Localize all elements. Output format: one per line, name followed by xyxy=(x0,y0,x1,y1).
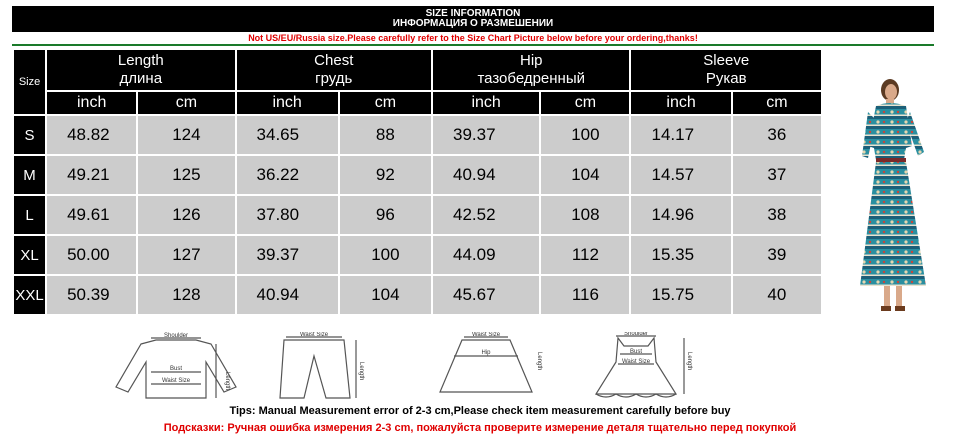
tips-russian: Подсказки: Ручная ошибка измерения 2-3 cm, пожалуйста проверите измерение деталя тщательно перед покупкой xyxy=(163,422,797,434)
hip-label: Hip xyxy=(481,350,491,356)
length-label: Length xyxy=(536,352,542,371)
table-cell: 125 xyxy=(138,156,234,194)
table-cell: 96 xyxy=(340,196,431,234)
length-label: Length xyxy=(686,352,692,371)
dress-diagram xyxy=(576,332,696,402)
length-label: Length xyxy=(224,372,230,391)
sleeve-en: Sleeve xyxy=(703,52,750,69)
row-size-label: L xyxy=(14,196,45,234)
table-row xyxy=(14,116,821,154)
table-cell: 48.82 xyxy=(47,116,136,154)
table-cell: 45.67 xyxy=(433,276,539,314)
size-notice: Not US/EU/Russia size.Please carefully refer to the Size Chart Picture below before your ordering,thanks! xyxy=(248,33,698,43)
table-cell: 50.39 xyxy=(47,276,136,314)
shoulder-label: Shoulder xyxy=(623,332,649,337)
size-chart-table xyxy=(12,48,823,316)
table-cell: 100 xyxy=(340,236,431,274)
bust-label: Bust xyxy=(629,349,643,355)
table-row xyxy=(14,196,821,234)
table-cell: 104 xyxy=(541,156,629,194)
table-cell: 15.75 xyxy=(631,276,730,314)
length-ru: длина xyxy=(119,70,163,87)
table-cell: 128 xyxy=(138,276,234,314)
shirt-diagram xyxy=(96,332,256,402)
table-cell: 40 xyxy=(733,276,821,314)
skirt-diagram xyxy=(426,332,546,402)
table-row xyxy=(14,276,821,314)
length-en: Length xyxy=(117,52,164,69)
table-cell: 88 xyxy=(340,116,431,154)
table-row xyxy=(14,156,821,194)
table-cell: 15.35 xyxy=(631,236,730,274)
table-cell: 112 xyxy=(541,236,629,274)
table-cell: 49.21 xyxy=(47,156,136,194)
tips-english: Tips: Manual Measurement error of 2-3 cm,Please check item measurement carefully before buy xyxy=(229,405,731,417)
bust-label: Bust xyxy=(169,366,183,372)
hip-ru: тазобедренный xyxy=(477,70,585,87)
table-cell: 50.00 xyxy=(47,236,136,274)
unit-header: cm xyxy=(138,92,234,114)
title-bar xyxy=(12,6,934,32)
model-photo xyxy=(846,76,942,318)
measurement-diagrams xyxy=(96,332,696,402)
title-en: SIZE INFORMATION xyxy=(425,8,521,19)
table-cell: 127 xyxy=(138,236,234,274)
table-cell: 37.80 xyxy=(237,196,338,234)
table-cell: 126 xyxy=(138,196,234,234)
table-cell: 40.94 xyxy=(237,276,338,314)
size-column-header: Size xyxy=(14,50,45,114)
shoulder-label: Shoulder xyxy=(163,333,189,339)
waist-label: Waist Size xyxy=(299,332,329,338)
unit-header: inch xyxy=(47,92,136,114)
table-cell: 39.37 xyxy=(237,236,338,274)
hip-group-header xyxy=(433,50,629,90)
table-cell: 14.17 xyxy=(631,116,730,154)
table-cell: 14.96 xyxy=(631,196,730,234)
sleeve-group-header xyxy=(631,50,821,90)
waist-label: Waist Size xyxy=(471,332,501,338)
table-cell: 36 xyxy=(733,116,821,154)
unit-header: cm xyxy=(340,92,431,114)
table-row xyxy=(14,236,821,274)
table-cell: 100 xyxy=(541,116,629,154)
table-cell: 104 xyxy=(340,276,431,314)
row-size-label: M xyxy=(14,156,45,194)
row-size-label: XXL xyxy=(14,276,45,314)
table-cell: 36.22 xyxy=(237,156,338,194)
chest-en: Chest xyxy=(314,52,354,69)
table-cell: 37 xyxy=(733,156,821,194)
table-cell: 116 xyxy=(541,276,629,314)
table-cell: 108 xyxy=(541,196,629,234)
length-group-header xyxy=(47,50,234,90)
table-cell: 42.52 xyxy=(433,196,539,234)
divider-line xyxy=(12,44,934,46)
length-label: Length xyxy=(358,362,364,381)
waist-label: Waist Size xyxy=(161,378,191,384)
table-cell: 39.37 xyxy=(433,116,539,154)
row-size-label: S xyxy=(14,116,45,154)
table-cell: 124 xyxy=(138,116,234,154)
waist-label: Waist Size xyxy=(621,359,651,365)
unit-header: cm xyxy=(541,92,629,114)
row-size-label: XL xyxy=(14,236,45,274)
unit-header: inch xyxy=(631,92,730,114)
unit-header: cm xyxy=(733,92,821,114)
unit-header: inch xyxy=(237,92,338,114)
hip-en: Hip xyxy=(519,52,543,69)
pants-diagram xyxy=(266,332,366,402)
table-cell: 49.61 xyxy=(47,196,136,234)
table-cell: 34.65 xyxy=(237,116,338,154)
table-cell: 14.57 xyxy=(631,156,730,194)
table-cell: 44.09 xyxy=(433,236,539,274)
chest-group-header xyxy=(237,50,431,90)
table-cell: 39 xyxy=(733,236,821,274)
table-cell: 92 xyxy=(340,156,431,194)
table-cell: 38 xyxy=(733,196,821,234)
chest-ru: грудь xyxy=(315,70,353,87)
title-ru: ИНФОРМАЦИЯ О РАЗМЕШЕНИИ xyxy=(392,18,554,29)
sleeve-ru: Рукав xyxy=(705,70,747,87)
unit-header: inch xyxy=(433,92,539,114)
table-cell: 40.94 xyxy=(433,156,539,194)
size-information-header xyxy=(12,6,934,46)
